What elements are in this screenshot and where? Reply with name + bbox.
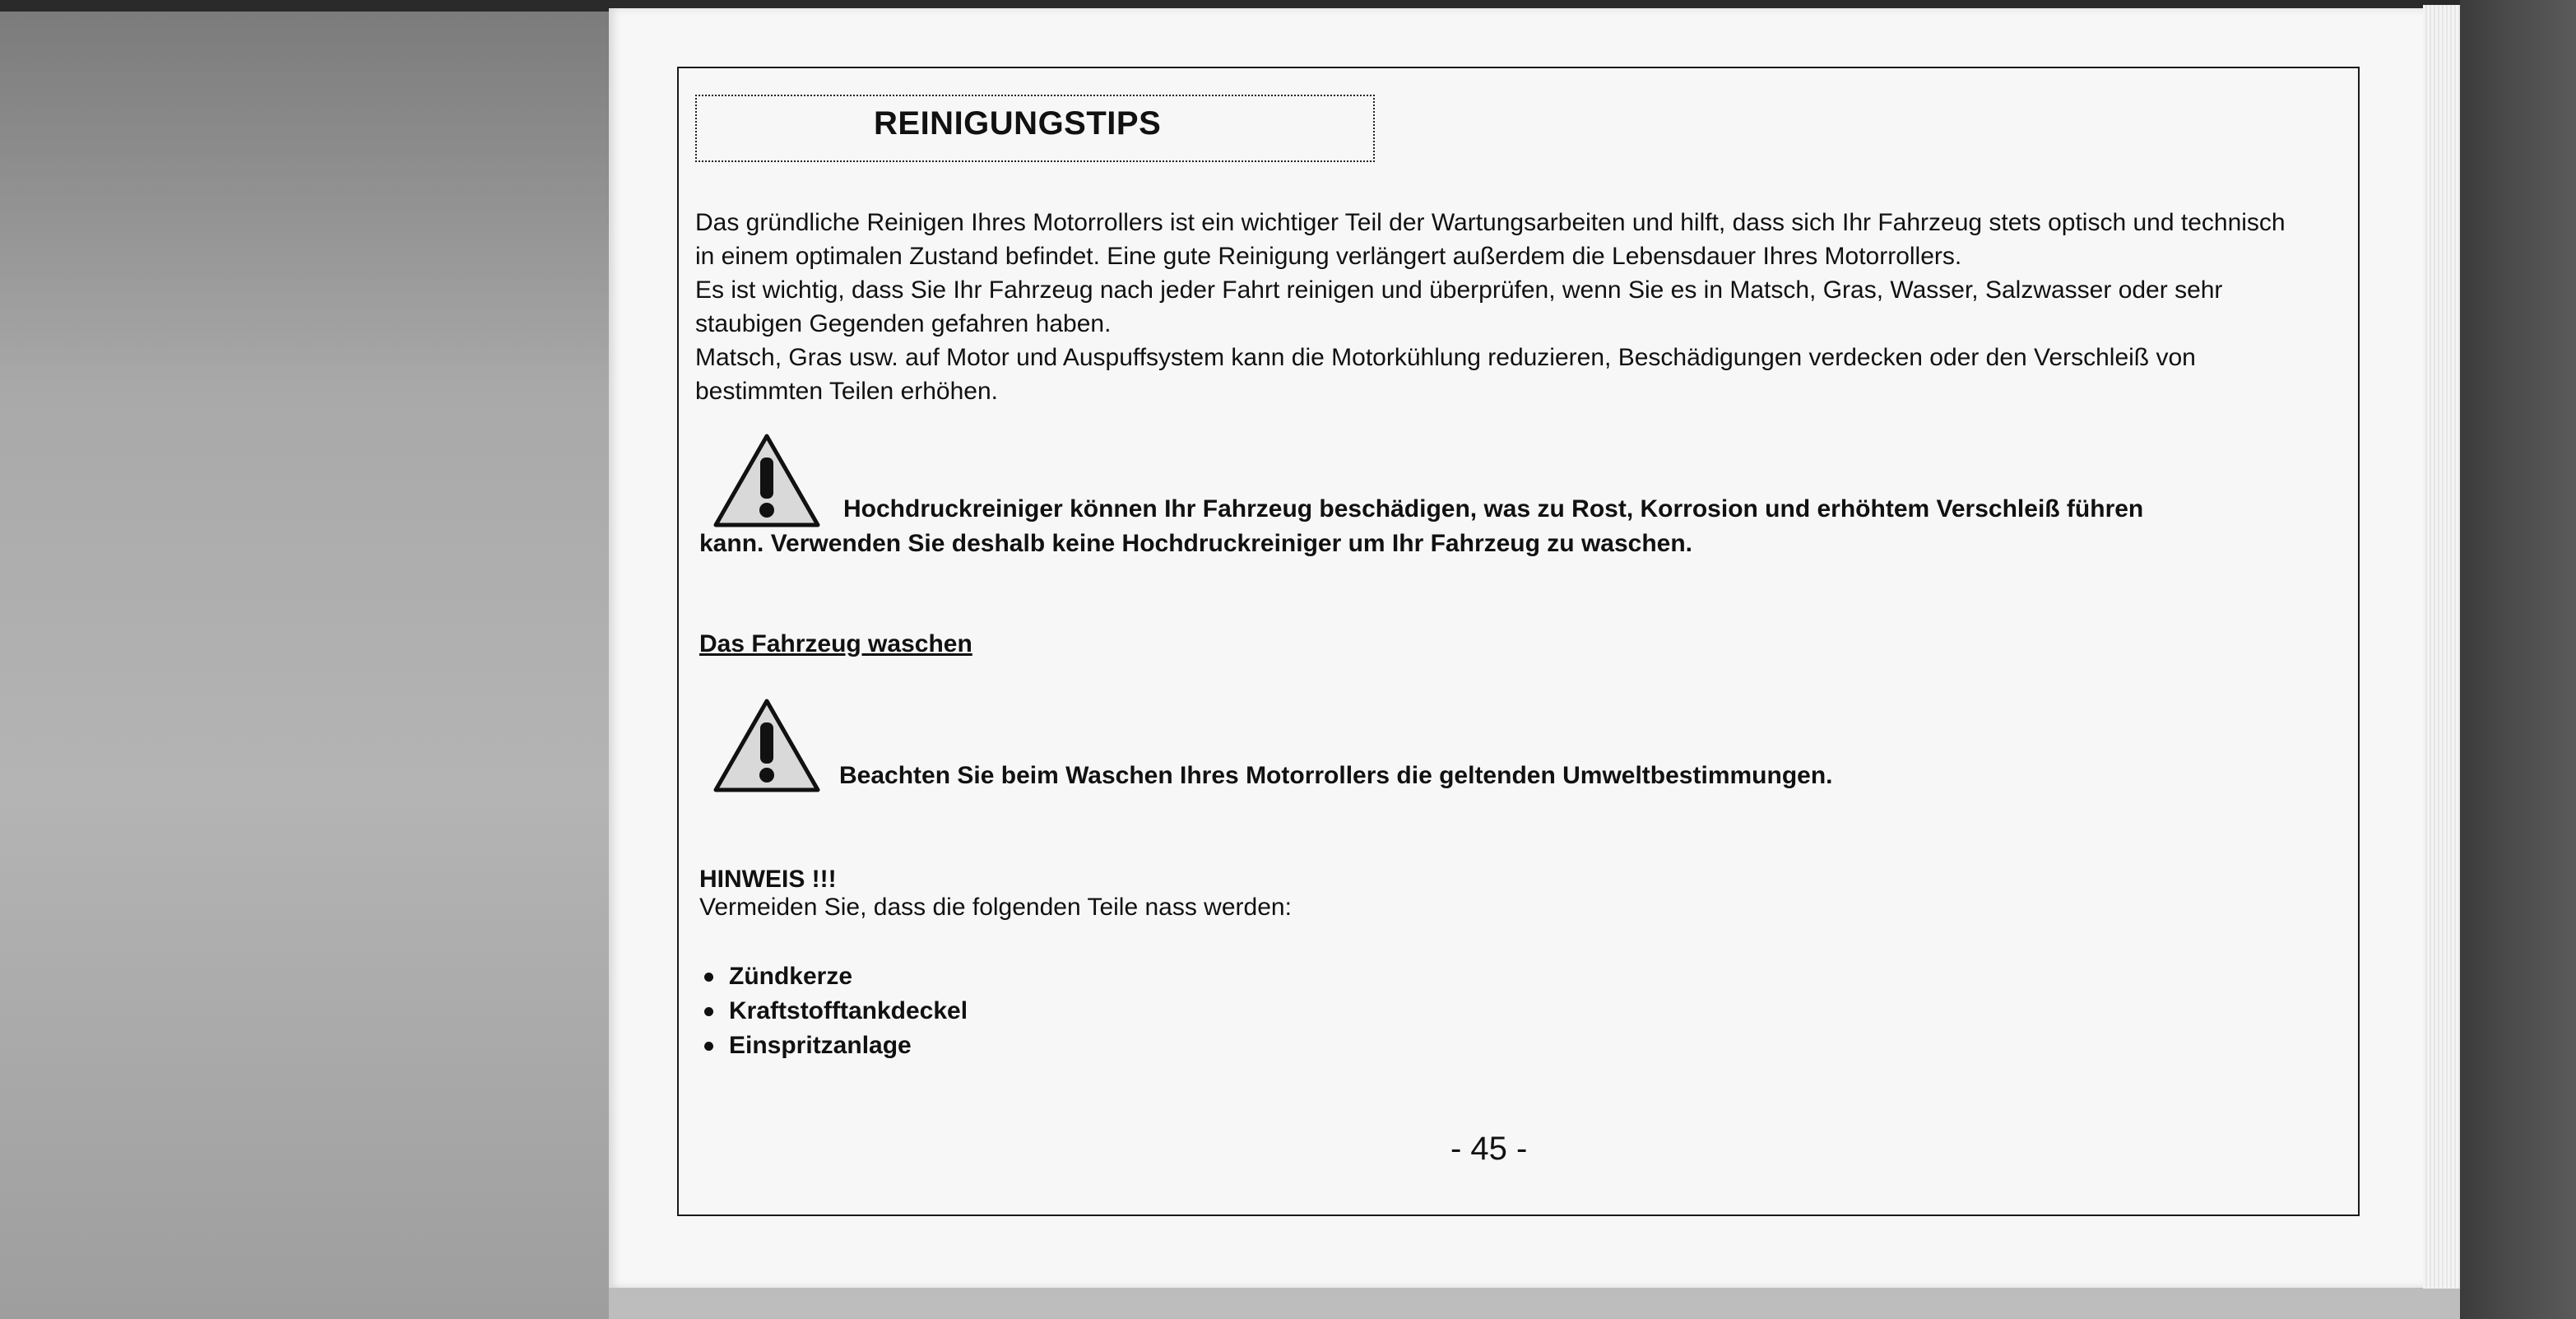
bullet-icon [704,973,713,982]
scan-background-right [2460,0,2576,1319]
scan-background-bottom [609,1284,2460,1319]
bullet-icon [704,1042,713,1051]
note-heading: HINWEIS !!! [699,866,837,893]
scan-background-left [0,0,609,1319]
warning-triangle-icon [712,698,821,793]
list-item: Kraftstofftankdeckel [699,994,968,1029]
intro-paragraph-2: Es ist wichtig, dass Sie Ihr Fahrzeug nach jeder Fahrt reinigen und überprüfen, wenn Sie es in Matsch, Gras, Wasser, Salzwasser oder sehr staubigen Gegenden gefahren haben. [695,276,2223,337]
warning-pressure-washer-line-1: Hochdruckreiniger können Ihr Fahrzeug beschädigen, was zu Rost, Korrosion und erhöhtem Verschleiß führen [843,495,2144,522]
parts-list [699,959,968,1063]
page-number: - 45 - [1450,1131,1528,1167]
page-title: REINIGUNGSTIPS [874,105,1162,142]
intro-paragraph-3: Matsch, Gras usw. auf Motor und Auspuffsystem kann die Motorkühlung reduzieren, Beschädigungen verdecken oder den Verschleiß von bestimmten Teilen erhöhen. [695,344,2196,405]
intro-text [695,206,2308,408]
list-item: Zündkerze [699,959,968,994]
list-item: Einspritzanlage [699,1029,968,1063]
intro-paragraph-1: Das gründliche Reinigen Ihres Motorrollers ist ein wichtiger Teil der Wartungsarbeiten und hilft, dass sich Ihr Fahrzeug stets optisch und technisch in einem optimalen Zustand befindet. Eine gute Reinigung verlängert außerdem die Lebensdauer Ihres Motorrollers. [695,209,2286,270]
bullet-icon [704,1007,713,1016]
warning-environment: Beachten Sie beim Waschen Ihres Motorrollers die geltenden Umweltbestimmungen. [839,762,1833,789]
section-heading-washing: Das Fahrzeug waschen [699,630,972,657]
warning-pressure-washer-line-2: kann. Verwenden Sie deshalb keine Hochdruckreiniger um Ihr Fahrzeug zu waschen. [699,530,1693,557]
page-edge [2423,5,2460,1289]
note-text: Vermeiden Sie, dass die folgenden Teile nass werden: [699,894,1292,921]
warning-triangle-icon [712,433,821,528]
